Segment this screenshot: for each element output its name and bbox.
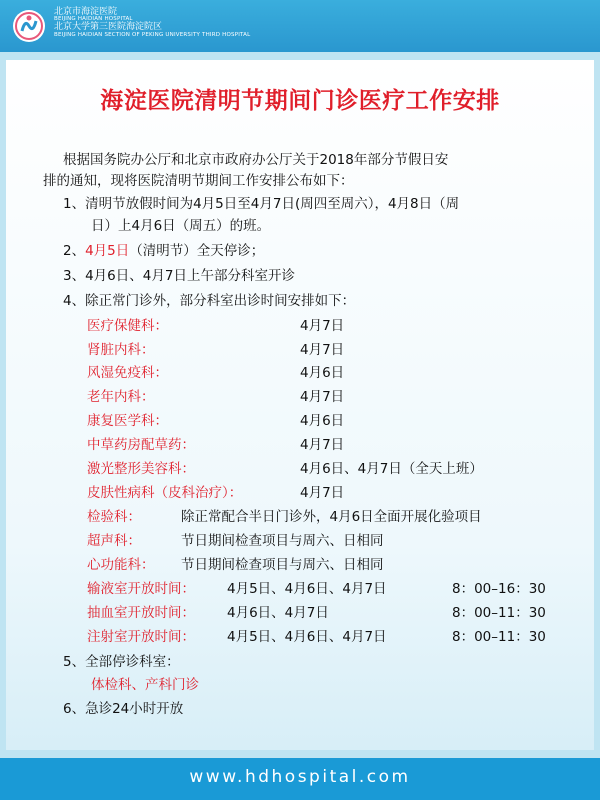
- room-days: 4月6日、4月7日: [227, 605, 329, 621]
- dept-time: 4月7日: [300, 485, 345, 501]
- item-1-line-2: 日）上4月6日（周五）的班。: [91, 218, 271, 234]
- item-2-rest: （清明节）全天停诊；: [129, 243, 265, 259]
- room-name: 注射室开放时间：: [87, 629, 195, 645]
- dept-name: 老年内科：: [87, 389, 155, 405]
- special-dept-name: 心功能科：: [87, 557, 155, 573]
- dept-time: 4月7日: [300, 318, 345, 334]
- item-6: 6、急诊24小时开放: [63, 701, 184, 717]
- hospital-name-block: [54, 8, 250, 38]
- dept-name: 肾脏内科：: [87, 342, 155, 358]
- dept-time: 4月7日: [300, 389, 345, 405]
- room-hours: 8：00–11：30: [452, 629, 546, 645]
- intro-line-2: 排的通知，现将医院清明节期间工作安排公布如下：: [43, 173, 354, 189]
- item-2-prefix: 2、: [63, 243, 86, 259]
- affiliation-en: BEIJING HAIDIAN SECTION OF PEKING UNIVERSITY THIRD HOSPITAL: [54, 31, 251, 38]
- intro-line-1: 根据国务院办公厅和北京市政府办公厅关于2018年部分节假日安: [63, 152, 449, 168]
- dept-name: 激光整形美容科：: [87, 461, 195, 477]
- dept-time: 4月6日: [300, 413, 345, 429]
- room-name: 抽血室开放时间：: [87, 605, 195, 621]
- special-dept-desc: 除正常配合半日门诊外，4月6日全面开展化验项目: [181, 509, 482, 525]
- dept-time: 4月6日、4月7日（全天上班）: [300, 461, 483, 477]
- footer-website-link[interactable]: www.hdhospital.com: [189, 767, 411, 787]
- room-days: 4月5日、4月6日、4月7日: [227, 629, 387, 645]
- dept-time: 4月7日: [300, 437, 345, 453]
- item-3: 3、4月6日、4月7日上午部分科室开诊: [63, 268, 295, 284]
- dept-name: 风湿免疫科：: [87, 365, 168, 381]
- room-days: 4月5日、4月6日、4月7日: [227, 581, 387, 597]
- room-name: 输液室开放时间：: [87, 581, 195, 597]
- header-bar: [0, 0, 600, 52]
- dept-time: 4月7日: [300, 342, 345, 358]
- dept-name: 皮肤性病科（皮科治疗）：: [87, 485, 243, 501]
- dept-name: 中草药房配草药：: [87, 437, 195, 453]
- hospital-name-cn: 北京市海淀医院: [54, 7, 118, 17]
- dept-name: 康复医学科：: [87, 413, 168, 429]
- special-dept-desc: 节日期间检查项目与周六、日相同: [181, 533, 384, 549]
- dept-name: 医疗保健科：: [87, 318, 168, 334]
- closed-departments: 体检科、产科门诊: [91, 677, 199, 693]
- room-hours: 8：00–16：30: [452, 581, 546, 597]
- special-dept-name: 检验科：: [87, 509, 141, 525]
- hospital-logo-icon: [12, 9, 46, 43]
- special-dept-name: 超声科：: [87, 533, 141, 549]
- item-5: 5、全部停诊科室：: [63, 654, 180, 670]
- special-dept-desc: 节日期间检查项目与周六、日相同: [181, 557, 384, 573]
- hospital-name-en: BEIJING HAIDIAN HOSPITAL: [54, 16, 133, 23]
- dept-time: 4月6日: [300, 365, 345, 381]
- item-2-date: 4月5日: [85, 243, 130, 259]
- item-2: [63, 239, 264, 259]
- page-title: 海淀医院清明节期间门诊医疗工作安排: [100, 88, 500, 114]
- room-hours: 8：00–11：30: [452, 605, 546, 621]
- item-4: 4、除正常门诊外，部分科室出诊时间安排如下：: [63, 293, 356, 309]
- item-1-line-1: 1、清明节放假时间为4月5日至4月7日(周四至周六），4月8日（周: [63, 196, 460, 212]
- affiliation-cn: 北京大学第三医院海淀院区: [54, 22, 163, 33]
